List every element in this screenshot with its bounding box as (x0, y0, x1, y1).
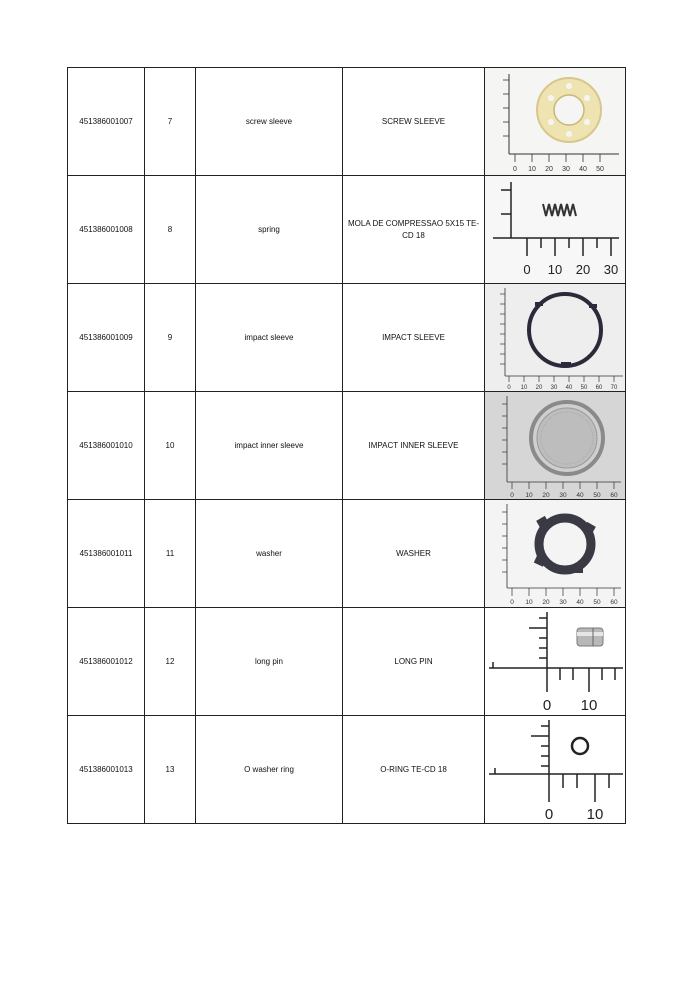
part-description-text: SCREW SLEEVE (381, 116, 446, 126)
part-number (145, 608, 196, 716)
part-description-text: LONG PIN (394, 656, 433, 666)
scale-label: 20 (545, 166, 553, 173)
scale-label: 40 (579, 166, 587, 173)
scale-label: 30 (550, 385, 558, 391)
scale-label: 10 (525, 599, 533, 606)
scale-label: 10 (547, 262, 563, 277)
part-code-text: 451386001007 (79, 116, 133, 126)
scale-label: 50 (596, 166, 604, 173)
part-number (145, 716, 196, 824)
part-description-text: WASHER (396, 548, 431, 558)
scale-label: 30 (559, 599, 567, 606)
scale-label: 40 (576, 492, 584, 499)
part-number-text: 8 (167, 224, 173, 234)
table-row (68, 68, 626, 176)
scale-label: 20 (542, 599, 550, 606)
part-name (196, 500, 343, 608)
part-photo (485, 500, 626, 608)
part-number-text: 12 (165, 656, 175, 666)
part-description (343, 284, 485, 392)
part-description-text: O-RING TE-CD 18 (380, 764, 447, 774)
impact-sleeve-icon (485, 284, 625, 391)
scale-label: 20 (542, 492, 550, 499)
part-number (145, 68, 196, 176)
o-ring-icon (485, 716, 625, 823)
part-description (343, 176, 485, 284)
scale-label: 0 (513, 166, 517, 173)
scale-label: 60 (610, 599, 618, 606)
table-row (68, 392, 626, 500)
scale-label: 20 (535, 385, 543, 391)
part-description (343, 500, 485, 608)
long-pin-icon (485, 608, 625, 715)
part-name-text: screw sleeve (245, 116, 293, 126)
part-code-text: 451386001013 (79, 764, 133, 774)
washer-icon (485, 500, 625, 607)
table-row (68, 500, 626, 608)
part-photo (485, 716, 626, 824)
scale-label: 0 (523, 262, 531, 277)
scale-label: 50 (580, 385, 588, 391)
part-code-text: 451386001011 (79, 548, 133, 558)
part-code (68, 68, 145, 176)
part-code-text: 451386001008 (79, 224, 133, 234)
scale-label: 40 (576, 599, 584, 606)
part-description-text: IMPACT INNER SLEEVE (368, 440, 459, 450)
part-name-text: impact sleeve (244, 332, 294, 342)
scale-label: 10 (586, 806, 604, 823)
part-code (68, 500, 145, 608)
part-number (145, 392, 196, 500)
part-number-text: 9 (167, 332, 173, 342)
scale-label: 30 (603, 262, 619, 277)
part-code (68, 716, 145, 824)
part-description (343, 392, 485, 500)
scale-label: 0 (510, 599, 514, 606)
part-code (68, 392, 145, 500)
part-description-text: IMPACT SLEEVE (382, 332, 445, 342)
screw-sleeve-icon (485, 68, 625, 175)
part-description (343, 608, 485, 716)
parts-table (67, 67, 626, 824)
part-name-text: spring (258, 224, 280, 234)
part-name (196, 716, 343, 824)
scale-label: 20 (575, 262, 591, 277)
table-row (68, 608, 626, 716)
table-row (68, 716, 626, 824)
part-name (196, 392, 343, 500)
scale-label: 60 (595, 385, 603, 391)
part-code-text: 451386001009 (79, 332, 133, 342)
scale-label: 10 (525, 492, 533, 499)
spring-icon (485, 176, 625, 283)
part-number-text: 11 (165, 548, 175, 558)
part-photo (485, 284, 626, 392)
part-photo (485, 68, 626, 176)
part-code-text: 451386001012 (79, 656, 133, 666)
part-photo (485, 608, 626, 716)
scale-label: 50 (593, 492, 601, 499)
part-number (145, 284, 196, 392)
part-code (68, 608, 145, 716)
scale-label: 30 (559, 492, 567, 499)
part-code (68, 284, 145, 392)
part-description (343, 716, 485, 824)
scale-label: 30 (562, 166, 570, 173)
part-number (145, 176, 196, 284)
scale-label: 0 (510, 492, 514, 499)
scale-label: 40 (565, 385, 573, 391)
part-name (196, 68, 343, 176)
scale-label: 50 (593, 599, 601, 606)
table-row (68, 284, 626, 392)
part-name (196, 284, 343, 392)
table-row (68, 176, 626, 284)
scale-label: 0 (542, 697, 552, 714)
scale-label: 0 (544, 806, 554, 823)
part-name-text: washer (256, 548, 282, 558)
scale-label: 60 (610, 492, 618, 499)
part-number (145, 500, 196, 608)
part-number-text: 10 (165, 440, 175, 450)
part-number-text: 13 (165, 764, 175, 774)
scale-label: 10 (580, 697, 598, 714)
part-name (196, 176, 343, 284)
scale-label: 10 (528, 166, 536, 173)
scale-label: 70 (610, 385, 618, 391)
part-description (343, 68, 485, 176)
impact-inner-sleeve-icon (485, 392, 625, 499)
part-name-text: O washer ring (244, 764, 294, 774)
part-name-text: long pin (254, 656, 284, 666)
part-description-text: MOLA DE COMPRESSAO 5X15 TE-CD 18 (347, 218, 479, 240)
part-name-text: impact inner sleeve (234, 440, 304, 450)
scale-label: 0 (507, 385, 511, 391)
part-photo (485, 392, 626, 500)
part-name (196, 608, 343, 716)
part-code-text: 451386001010 (79, 440, 133, 450)
part-code (68, 176, 145, 284)
part-number-text: 7 (167, 116, 173, 126)
scale-label: 10 (520, 385, 528, 391)
part-photo (485, 176, 626, 284)
